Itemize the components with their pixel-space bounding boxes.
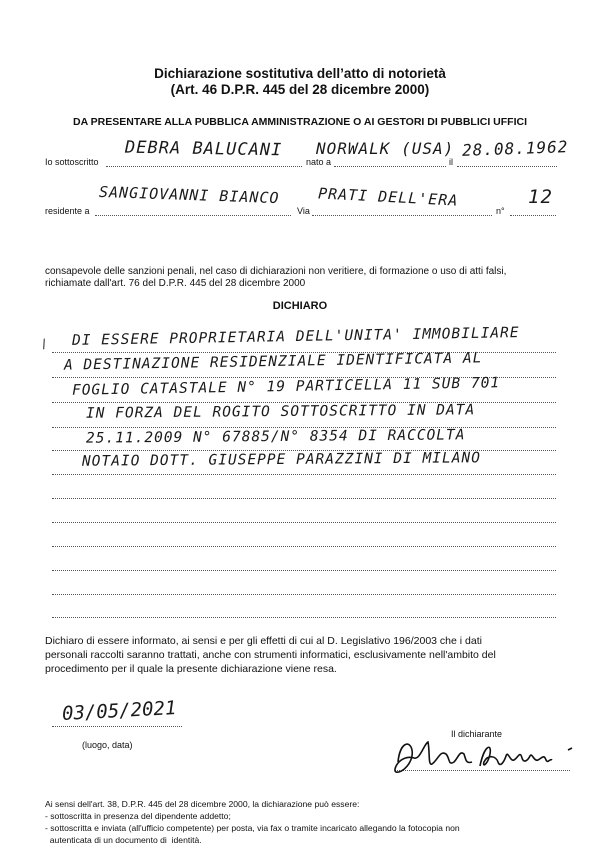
birthplace-field-line: [334, 166, 446, 167]
footer-line4: autenticata di un documento di identità.: [45, 835, 202, 845]
declaration-line: [52, 617, 556, 618]
declaration-heading: DICHIARO: [272, 300, 328, 312]
number-field-line: [510, 215, 556, 216]
penalty-notice-line2: richiamate dall'art. 76 del D.P.R. 445 del 28 dicembre 2000: [45, 278, 306, 289]
value-number: 12: [528, 186, 553, 208]
declaration-text-line: FOGLIO CATASTALE N° 19 PARTICELLA 11 SUB 701: [71, 375, 501, 399]
margin-mark: /: [40, 335, 48, 353]
declaration-line: [52, 594, 556, 595]
birthdate-field-line: [457, 166, 557, 167]
privacy-notice-line1: Dichiaro di essere informato, ai sensi e per gli effetti di cui al D. Legislativo 196/2003 che i dati: [45, 635, 482, 647]
label-via: Via: [297, 206, 310, 216]
label-residente: residente a: [45, 206, 90, 216]
document-title-reference: (Art. 46 D.P.R. 445 del 28 dicembre 2000): [170, 82, 430, 97]
label-il: il: [449, 157, 453, 167]
declaration-text-line: NOTAIO DOTT. GIUSEPPE PARAZZINI DI MILANO: [81, 450, 481, 470]
document-subtitle: DA PRESENTARE ALLA PUBBLICA AMMINISTRAZIONE O AI GESTORI DI PUBBLICI UFFICI: [72, 116, 528, 128]
declaration-line: [52, 570, 556, 571]
privacy-notice-line3: procedimento per il quale la presente dichiarazione viene resa.: [45, 663, 337, 675]
declaration-line: [52, 522, 556, 523]
declaration-text-line: IN FORZA DEL ROGITO SOTTOSCRITTO IN DATA: [85, 402, 476, 422]
document-title: Dichiarazione sostitutiva dell’atto di notorietà: [154, 66, 446, 81]
name-field-line: [106, 166, 302, 167]
residence-field-line: [95, 215, 291, 216]
value-name: DEBRA BALUCANI: [124, 137, 283, 161]
label-sottoscritto: Io sottoscritto: [45, 157, 99, 167]
value-residence: SANGIOVANNI BIANCO: [98, 182, 280, 208]
value-street: PRATI DELL'ERA: [317, 184, 459, 210]
label-number: n°: [496, 206, 505, 216]
value-birthplace: NORWALK (USA): [316, 139, 455, 158]
footer-line1: Ai sensi dell'art. 38, D.P.R. 445 del 28 dicembre 2000, la dichiarazione può essere:: [45, 799, 360, 809]
place-date-label: (luogo, data): [82, 740, 133, 750]
privacy-notice-line2: personali raccolti saranno trattati, anche con strumenti informatici, esclusivamente nell'ambito del: [45, 649, 496, 661]
declarant-label: Il dichiarante: [451, 729, 503, 739]
value-date: 03/05/2021: [61, 697, 177, 725]
declaration-line: [52, 498, 556, 499]
footer-line3: - sottoscritta e inviata (all'ufficio competente) per posta, via fax o tramite incaricato allegando la fotocopia non: [45, 823, 460, 833]
declaration-text-line: 25.11.2009 N° 67885/N° 8354 DI RACCOLTA: [85, 427, 466, 447]
declaration-line: [52, 474, 556, 475]
street-field-line: [312, 215, 492, 216]
penalty-notice-line1: consapevole delle sanzioni penali, nel caso di dichiarazioni non veritiere, di formazione o uso di atti falsi,: [45, 266, 507, 277]
value-birthdate: 28.08.1962: [461, 137, 569, 160]
handwritten-signature: [380, 732, 580, 782]
date-field-line: [52, 726, 182, 727]
label-nato: nato a: [306, 157, 332, 167]
declaration-line: [52, 546, 556, 547]
declaration-text-line: DI ESSERE PROPRIETARIA DELL'UNITA' IMMOBILIARE: [71, 325, 520, 349]
declaration-text-line: A DESTINAZIONE RESIDENZIALE IDENTIFICATA AL: [63, 350, 483, 374]
footer-line2: - sottoscritta in presenza del dipendente addetto;: [45, 811, 231, 821]
